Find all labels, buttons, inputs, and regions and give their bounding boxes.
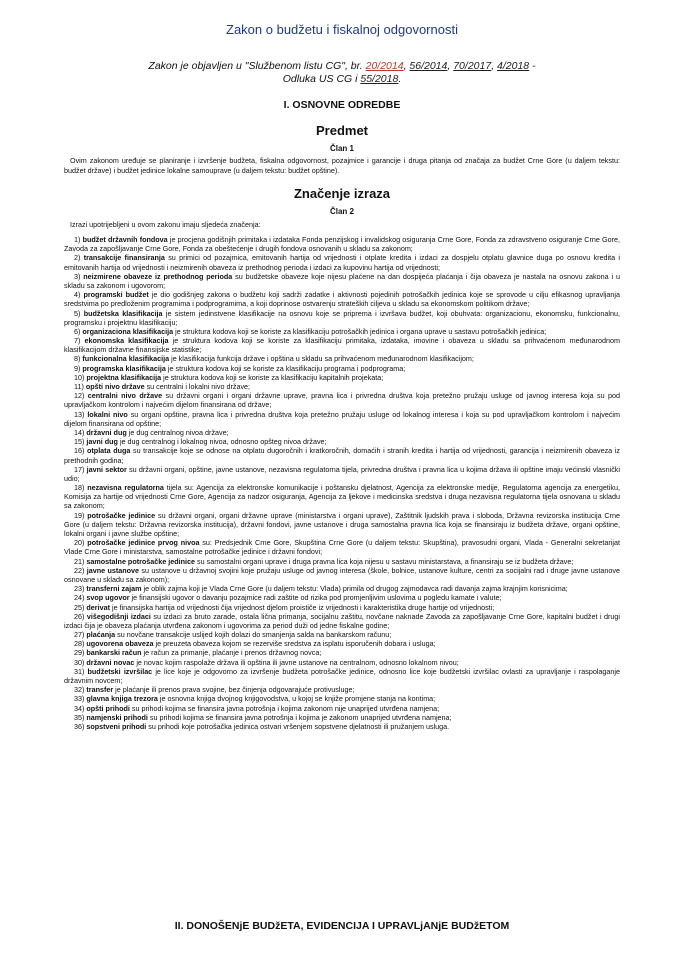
- definition-text: su državni organi, organi državne uprave (ministarstva i organi uprave), Zaštitnik ljudskih prava i sloboda, Državna revizorska institucija Crne Gore (u daljem tekstu: Državna revizorska institucija), državni fondovi, javne ustanove i druga samostalna pravna lica koja se finansiraju iz budžeta države, organi opštine, lokalni organi i javne službe opštine;: [64, 510, 621, 538]
- definition-text: su ustanove u državnoj svojini koje pružaju usluge od javnog interesa (škole, bolnice, ustanove kulture, centri za socijalni rad i druge javne ustanove osnovane u skladu sa zakonom);: [64, 565, 620, 584]
- definition-item: [64, 309, 620, 327]
- gazette-link-4-2018[interactable]: 4/2018: [497, 60, 530, 72]
- definition-text: su primici od pozajmica, emitovanih hartija od vrijednosti i otplate kredita i izdaci za dospjelu otplatu glavnice duga po osnovu kredita i emitovanih hartija od vrijednosti i neizmirenih obaveza iz prethodnog perioda i izdaci za kupovinu hartija od vrijednosti;: [64, 253, 620, 272]
- separator: ,: [447, 60, 454, 72]
- definition-item: [64, 557, 620, 566]
- definition-number: 11): [74, 382, 84, 391]
- definition-item: [64, 253, 620, 271]
- definition-text: je struktura kodova koji se koriste za klasifikaciju primitaka, izdataka, imovine i obaveza u skladu sa prihvaćenom međunarodnom klasifikacijom državne finansijske statistike;: [64, 336, 620, 355]
- definition-item: [64, 354, 620, 363]
- definition-number: 23): [74, 584, 85, 594]
- definition-number: 3): [74, 271, 81, 281]
- definition-item: [64, 437, 620, 446]
- definition-number: 28): [74, 639, 85, 649]
- definitions-list: [64, 235, 620, 731]
- article-1-text: Ovim zakonom uređuje se planiranje i izvršenje budžeta, fiskalna odgovornost, pozajmice i garancije i druga pitanja od značaja za budžet Crne Gore (u daljem tekstu: budžet države) i budžet jedinice lokalne samouprave (u daljem tekstu: budžet opštine).: [64, 156, 620, 175]
- definition-term: budžetski izvršilac: [87, 666, 153, 676]
- definition-text: su organi opštine, pravna lica i privredna društva koja pretežno pružaju usluge od lokalnog interesa i koja su pod upravljačkom kontrolom i najvećim dijelom finansirana od opštine;: [64, 409, 620, 428]
- definition-number: 13): [74, 409, 85, 419]
- definition-term: funkcionalna klasifikacija: [82, 354, 170, 364]
- definition-item: [64, 364, 620, 373]
- definition-text: je struktura kodova koji se koriste za klasifikaciju potrošačkih jedinica i organa uprave u sastavu potrošačkih jedinica;: [173, 326, 547, 336]
- definition-term: lokalni nivo: [87, 409, 128, 419]
- definition-number: 25): [74, 602, 85, 612]
- definition-text: je novac kojim raspolaže država ili opština ili javne ustanove na centralnom, odnosno lokalnom nivou;: [134, 657, 459, 667]
- definition-term: svop ugovor: [86, 593, 130, 603]
- definition-text: je dug centralnog nivoa države;: [126, 427, 229, 437]
- definition-term: javni dug: [86, 437, 118, 447]
- definition-text: su državni organi i organi državne uprave, pravna lica i privredna društva koja pretežno pružaju usluge od javnog interesa koja su pod upravljačkom kontrolom i najvećim dijelom finansirana od države;: [64, 391, 621, 410]
- definition-term: potrošačke jedinice prvog nivoa: [87, 538, 200, 548]
- definition-text: je dug centralnog i lokalnog nivoa, odnosno opšteg nivoa države;: [117, 437, 327, 447]
- definition-text: je klasifikacija funkcija države i opština u skladu sa prihvaćenom međunarodnom klasifikacijom;: [169, 354, 474, 364]
- definition-term: budžet državnih fondova: [82, 235, 168, 244]
- definition-term: javni sektor: [86, 464, 127, 474]
- definition-number: 15): [74, 437, 85, 447]
- definition-number: 27): [74, 630, 85, 640]
- section-heading-predmet: Predmet: [315, 123, 369, 138]
- definition-item: [64, 446, 620, 464]
- period: .: [398, 72, 402, 85]
- definition-number: 21): [74, 556, 85, 566]
- definition-number: 36): [74, 721, 85, 731]
- definition-text: je dio godišnjeg zakona o budžetu koji sadrži zadatke i aktivnosti pojedinih potrošačkih jedinica koje se sprovode u cilju efikasnog upravljanja sredstvima po predloženim programima i podprogramima, a koji doprinose ostvarenju strateških ciljeva u skladu sa ekonomskom politikom države;: [64, 290, 620, 309]
- gazette-link-20-2014[interactable]: 20/2014: [365, 60, 404, 72]
- definition-item: [64, 483, 620, 511]
- definition-text: su prihodi koje potrošačka jedinica ostvari vršenjem sopstvene djelatnosti ili pružanjem usluga.: [146, 721, 450, 731]
- definition-item: [64, 465, 620, 483]
- definition-text: je finansijska hartija od vrijednosti čija vrijednost djelom proističe iz vrijednosti i karakteristika druge hartije od vrijednosti;: [109, 602, 495, 612]
- definition-item: [64, 639, 620, 648]
- definition-text: su prihodi kojima se finansira javna potrošnja i kojima je zakonom unaprijed utvrđena namjena;: [147, 712, 452, 722]
- court-decision-prefix: Odluka US CG i: [282, 72, 361, 85]
- definition-text: su transakcije koje se odnose na otplatu dugoročnih i kratkoročnih, domaćih i stranih kredita i hartija od vrijednosti, garancija i neizmirenih obaveza iz prethodnih godina;: [64, 446, 620, 465]
- definition-number: 19): [74, 510, 85, 520]
- definition-number: 7): [74, 336, 81, 346]
- definition-term: programski budžet: [83, 290, 149, 300]
- definition-term: javne ustanove: [86, 565, 140, 575]
- definition-text: je preuzeta obaveza kojom se rezerviše sredstva za isplatu isporučenih dobara i usluga;: [153, 639, 436, 649]
- definition-text: tijela su: Agencija za elektronske komunikacije i poštansku djelatnost, Agencija za elektronske medije, Regulatorna agencija za energetiku, Komisija za hartije od vrijednosti Crne Gore, Agencija za nadzor osiguranja, Agencija za ljekove i medicinska sredstva i druga nezavisna regulatorna tijela osnovana u skladu sa zakonom;: [64, 483, 620, 511]
- definition-term: transferni zajam: [86, 584, 142, 594]
- definition-term: transakcije finansiranja: [83, 253, 165, 263]
- article-2-intro: Izrazi upotrijebljeni u ovom zakonu imaju sljedeća značenja:: [70, 220, 261, 229]
- definition-text: su budžetske obaveze koje nijesu plaćene na dan dospijeća plaćanja i čija obaveza je nastala na osnovu zakona i u skladu sa zakonom i ugovorom;: [64, 271, 621, 290]
- definition-text: su prihodi kojima se finansira javna potrošnja i kojima zakonom nije unaprijed utvrđena namjena;: [129, 703, 440, 713]
- definition-number: 16): [74, 446, 85, 456]
- separator: ,: [491, 60, 498, 72]
- article-2-label: Član 2: [329, 207, 354, 216]
- definition-number: 2): [74, 253, 81, 263]
- definition-item: [64, 373, 620, 382]
- definition-number: 35): [74, 712, 85, 722]
- article-1-label: Član 1: [329, 144, 354, 153]
- definition-item: [64, 272, 620, 290]
- definition-term: neizmirene obaveze iz prethodnog perioda: [83, 271, 233, 281]
- definition-text: je procjena godišnjih primitaka i izdataka Fonda penzijskog i invalidskog osiguranja Crne Gore, Fonda za zdravstveno osiguranje Crne Gore, Zavoda za zapošljavanje Crne Gore, Fonda za obeštećenje i drugih fondova osnovanih u skladu sa zakonom;: [64, 235, 621, 254]
- definition-term: nezavisna regulatorna: [87, 483, 164, 493]
- definition-term: projektna klasifikacija: [86, 372, 162, 382]
- definition-term: transfer: [86, 685, 114, 695]
- definition-item: [64, 391, 620, 409]
- definition-number: 31): [74, 666, 85, 676]
- definition-number: 30): [74, 657, 85, 667]
- definition-term: bankarski račun: [86, 648, 142, 658]
- definition-number: 32): [74, 685, 85, 695]
- definition-term: potrošačke jedinice: [87, 510, 156, 520]
- definition-term: državni dug: [86, 427, 127, 437]
- definition-item: [64, 658, 620, 667]
- definition-term: programska klasifikacija: [82, 363, 166, 373]
- publication-line-2: [56, 73, 628, 86]
- definition-number: 20): [74, 538, 85, 548]
- definition-item: [64, 566, 620, 584]
- part-heading-1: I. OSNOVNE ODREDBE: [283, 99, 401, 111]
- definition-text: su novčane transakcije uslijed kojih dolazi do smanjenja salda na bankarskom računu;: [115, 630, 392, 640]
- definition-item: [64, 612, 620, 630]
- definition-text: je račun za primanje, plaćanje i prenos državnog novca;: [141, 648, 322, 658]
- definition-text: su samostalni organi uprave i druga pravna lica koja nijesu u sastavu ministarstava, a finansiraju se iz budžeta države;: [195, 556, 574, 566]
- definition-term: namjenski prihodi: [86, 712, 148, 722]
- gazette-link-70-2017[interactable]: 70/2017: [453, 60, 492, 72]
- definition-number: 9): [74, 363, 81, 373]
- definition-item: [64, 235, 620, 253]
- definition-number: 33): [74, 694, 85, 704]
- definition-number: 34): [74, 703, 85, 713]
- definition-number: 22): [74, 565, 85, 575]
- definition-term: ugovorena obaveza: [86, 639, 154, 649]
- definition-text: je struktura kodova koji se koriste za klasifikaciju programa i podprograma;: [165, 363, 406, 373]
- definition-term: glavna knjiga trezora: [86, 694, 158, 704]
- definition-number: 5): [74, 308, 81, 318]
- definition-term: samostalne potrošačke jedinice: [86, 556, 196, 566]
- definition-item: [64, 722, 620, 731]
- document-title: Zakon o budžetu i fiskalnoj odgovornosti: [226, 22, 458, 37]
- definition-item: [64, 704, 620, 713]
- definition-item: [64, 593, 620, 602]
- publication-note: [56, 60, 628, 85]
- definition-text: su: Predsjednik Crne Gore, Skupština Crne Gore (u daljem tekstu: Skupština), pravosudni organi, Vlada - Generalni sekretarijat Vlade Crne Gore i ministarstva, samostalne potrošačke jedinice i državni fondovi;: [64, 538, 620, 557]
- definition-term: derivat: [86, 602, 110, 612]
- definition-number: 17): [74, 464, 85, 474]
- definition-item: [64, 667, 620, 685]
- definition-item: [64, 382, 620, 391]
- definition-item: [64, 630, 620, 639]
- definition-item: [64, 511, 620, 539]
- definition-term: opšti nivo države: [85, 382, 145, 391]
- definition-number: 10): [74, 372, 85, 382]
- dash: -: [529, 60, 536, 72]
- definition-item: [64, 428, 620, 437]
- definition-item: [64, 713, 620, 722]
- definition-text: su izdaci za bruto zarade, ostala lična primanja, socijalnu zaštitu, novčane naknade Zavoda za zapošljavanje Crne Gore, kapitalni budžet i drugi izdaci čija je obaveza plaćanja utvrđena zakonom i ugovorima za period duži od jedne fiskalne godine;: [64, 611, 620, 630]
- definition-number: 6): [74, 326, 81, 336]
- definition-text: je osnovna knjiga dvojnog knjigovodstva, u kojoj se knjiže promjene stanja na kontima;: [157, 694, 436, 704]
- definition-text: je lice koje je odgovorno za izvršenje budžeta potrošačke jedinice, odnosno lice koje budžetski izvršilac ovlasti za upravljanje i raspolaganje državnim novcem;: [64, 666, 621, 685]
- definition-number: 12): [74, 391, 85, 401]
- gazette-link-56-2014[interactable]: 56/2014: [409, 60, 448, 72]
- definition-text: je finansijski ugovor o davanju pozajmice radi zaštite od rizika pod promjenljivim uslovima u pogledu kamate i valute;: [129, 593, 502, 603]
- publication-prefix: Zakon je objavljen u "Službenom listu CG", br.: [148, 60, 366, 72]
- definition-text: je oblik zajma koji je Vlada Crne Gore (u daljem tekstu: Vlada) primila od drugog zajmodavca radi davanja zajma krajnjim korisnicima;: [141, 584, 568, 594]
- publication-line-1: [56, 60, 628, 73]
- definition-number: 8): [74, 354, 81, 364]
- definition-term: budžetska klasifikacija: [83, 308, 163, 318]
- definition-item: [64, 410, 620, 428]
- definition-item: [64, 584, 620, 593]
- definition-item: [64, 336, 620, 354]
- definition-term: državni novac: [86, 657, 135, 667]
- section-heading-znacenje-izraza: Značenje izraza: [293, 186, 391, 201]
- part-heading-2: II. DONOŠENjE BUDžETA, EVIDENCIJA I UPRAVLjANjE BUDžETOM: [174, 920, 510, 932]
- definition-term: višegodišnji izdaci: [86, 611, 151, 621]
- definition-term: plaćanja: [86, 630, 116, 640]
- definition-term: ekonomska klasifikacija: [84, 336, 169, 346]
- definition-item: [64, 603, 620, 612]
- definition-item: [64, 538, 620, 556]
- definition-text: je struktura kodova koji se koriste za klasifikaciju kapitalnih projekata;: [161, 372, 384, 382]
- definition-number: 4): [74, 290, 81, 300]
- definition-text: su državni organi, opštine, javne ustanove, nezavisna regulatorna tijela, privredna društva i pravna lica u kojima država ili opštine imaju većinski vlasnički udio;: [64, 464, 620, 483]
- definition-number: 24): [74, 593, 85, 603]
- definition-number: 29): [74, 648, 85, 658]
- definition-item: [64, 685, 620, 694]
- definition-text: su centralni i lokalni nivo države;: [144, 382, 251, 391]
- definition-text: je sistem jedinstvene klasifikacije na osnovu koje se priprema i izvršava budžet, koji obuhvata: organizacionu, ekonomsku, funkcionalnu, programsku i projektnu klasifikaciju;: [64, 308, 621, 327]
- definition-item: [64, 694, 620, 703]
- definition-text: je plaćanje ili prenos prava svojine, bez činjenja odgovarajuće protivusluge;: [113, 685, 355, 695]
- definition-term: centralni nivo države: [87, 391, 163, 401]
- definition-term: sopstveni prihodi: [86, 721, 147, 731]
- definition-item: [64, 648, 620, 657]
- definition-term: opšti prihodi: [86, 703, 130, 713]
- definition-number: 14): [74, 427, 85, 437]
- separator: ,: [403, 60, 410, 72]
- definition-item: [64, 327, 620, 336]
- gazette-link-55-2018[interactable]: 55/2018: [360, 72, 399, 85]
- definition-term: organizaciona klasifikacija: [82, 326, 174, 336]
- definition-number: 26): [74, 611, 85, 621]
- definition-item: [64, 290, 620, 308]
- definition-term: otplata duga: [87, 446, 131, 456]
- definition-number: 1): [74, 235, 81, 244]
- definition-number: 18): [74, 483, 85, 493]
